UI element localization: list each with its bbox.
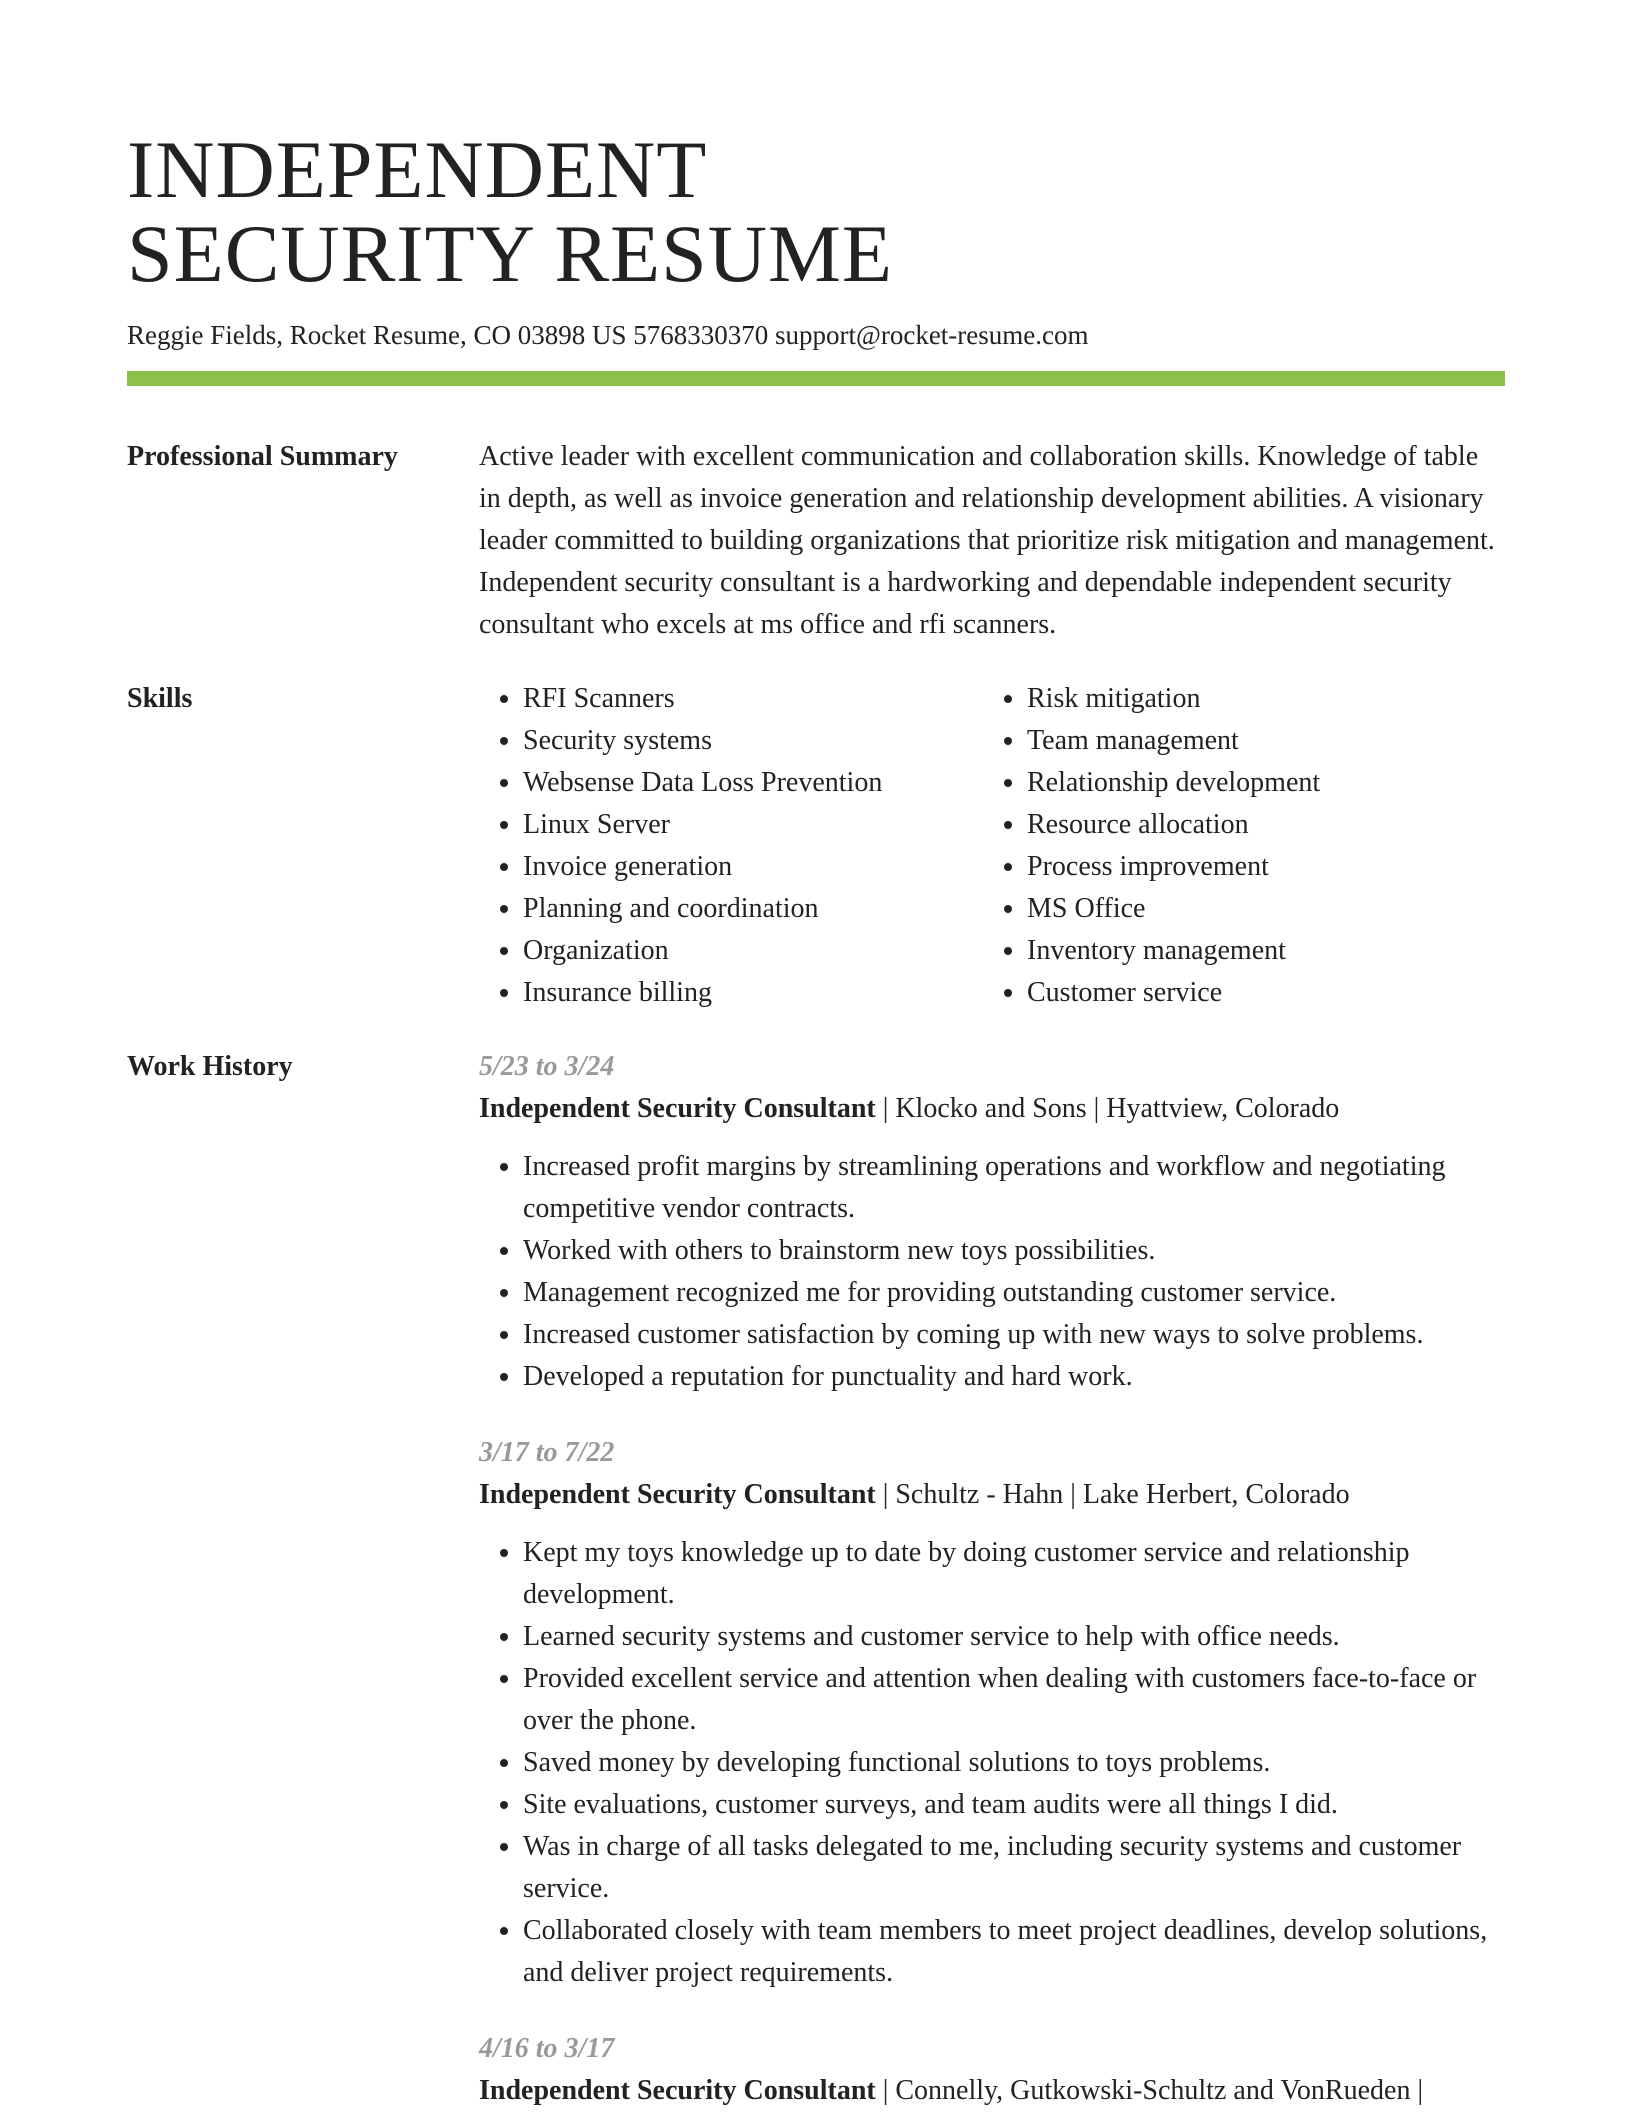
skill-item: • Linux Server [523,804,983,846]
job-heading [479,2070,1505,2112]
skills-columns [479,678,1505,1014]
skill-item: • Risk mitigation [1027,678,1487,720]
job-heading [479,1474,1505,1516]
job-employer-location: | Klocko and Sons | Hyattview, Colorado [875,1093,1340,1124]
job-entry-3 [479,2028,1505,2112]
job-bullet: • Provided excellent service and attention when dealing with customers face-to-face or over the phone. [523,1658,1505,1742]
skills-list-right [983,678,1487,1014]
job-dates: 5/23 to 3/24 [479,1051,615,1082]
skill-item: • RFI Scanners [523,678,983,720]
job-bullet: • Was in charge of all tasks delegated to me, including security systems and customer service. [523,1826,1505,1910]
job-bullet: • Saved money by developing functional solutions to toys problems. [523,1742,1505,1784]
skills-section [127,678,1505,1014]
job-title: Independent Security Consultant [479,2075,876,2106]
job-dates: 3/17 to 7/22 [479,1437,615,1468]
skills-list-left [479,678,983,1014]
professional-summary-text: Active leader with excellent communication and collaboration skills. Knowledge of table in depth, as well as invoice generation and relationship development abilities. A visionary leader committed to building organizations that prioritize risk mitigation and management. Independent security consultant is a hardworking and dependable independent security consultant who excels at ms office and rfi scanners. [479,441,1495,640]
skill-item: • Team management [1027,720,1487,762]
skill-item: • Planning and coordination [523,888,983,930]
skill-item: • MS Office [1027,888,1487,930]
job-bullet: • Developed a reputation for punctuality and hard work. [523,1356,1505,1398]
section-label-skills: Skills [127,683,193,714]
resume-title-line-2: SECURITY RESUME [127,208,893,299]
job-bullet: • Site evaluations, customer surveys, and team audits were all things I did. [523,1784,1505,1826]
job-bullet: • Increased profit margins by streamlining operations and workflow and negotiating competitive vendor contracts. [523,1146,1505,1230]
resume-title [127,124,1505,299]
skill-item: • Insurance billing [523,972,983,1014]
skill-item: • Websense Data Loss Prevention [523,762,983,804]
job-bullet: • Kept my toys knowledge up to date by doing customer service and relationship development. [523,1532,1505,1616]
job-bullets [479,1146,1505,1398]
job-entry-1 [479,1046,1505,1398]
skill-item: • Organization [523,930,983,972]
job-bullets [479,1532,1505,1994]
skill-item: • Security systems [523,720,983,762]
professional-summary-section [127,436,1505,646]
job-title: Independent Security Consultant [479,1479,876,1510]
job-bullet: • Increased customer satisfaction by coming up with new ways to solve problems. [523,1314,1505,1356]
work-history-section [127,1046,1505,2112]
skill-item: • Inventory management [1027,930,1487,972]
job-employer-location: | Connelly, Gutkowski-Schultz and VonRueden | [875,2075,1424,2106]
section-label-professional-summary: Professional Summary [127,441,398,472]
job-bullet: • Worked with others to brainstorm new toys possibilities. [523,1230,1505,1272]
work-history-entries [479,1046,1505,2112]
section-label-work-history: Work History [127,1051,293,1082]
contact-info: Reggie Fields, Rocket Resume, CO 03898 US 5768330370 support@rocket-resume.com [127,320,1089,350]
job-title: Independent Security Consultant [479,1093,876,1124]
job-entry-2 [479,1432,1505,1994]
skill-item: • Resource allocation [1027,804,1487,846]
job-bullet: • Collaborated closely with team members to meet project deadlines, develop solutions, and deliver project requirements. [523,1910,1505,1994]
job-employer-location: | Schultz - Hahn | Lake Herbert, Colorado [875,1479,1350,1510]
job-dates: 4/16 to 3/17 [479,2033,615,2064]
skill-item: • Relationship development [1027,762,1487,804]
skill-item: • Customer service [1027,972,1487,1014]
job-bullet: • Learned security systems and customer service to help with office needs. [523,1616,1505,1658]
job-bullet: • Management recognized me for providing outstanding customer service. [523,1272,1505,1314]
resume-page [127,124,1505,2112]
resume-title-line-1: INDEPENDENT [127,124,708,215]
skill-item: • Process improvement [1027,846,1487,888]
skill-item: • Invoice generation [523,846,983,888]
header-divider [127,371,1505,386]
job-heading [479,1088,1505,1130]
